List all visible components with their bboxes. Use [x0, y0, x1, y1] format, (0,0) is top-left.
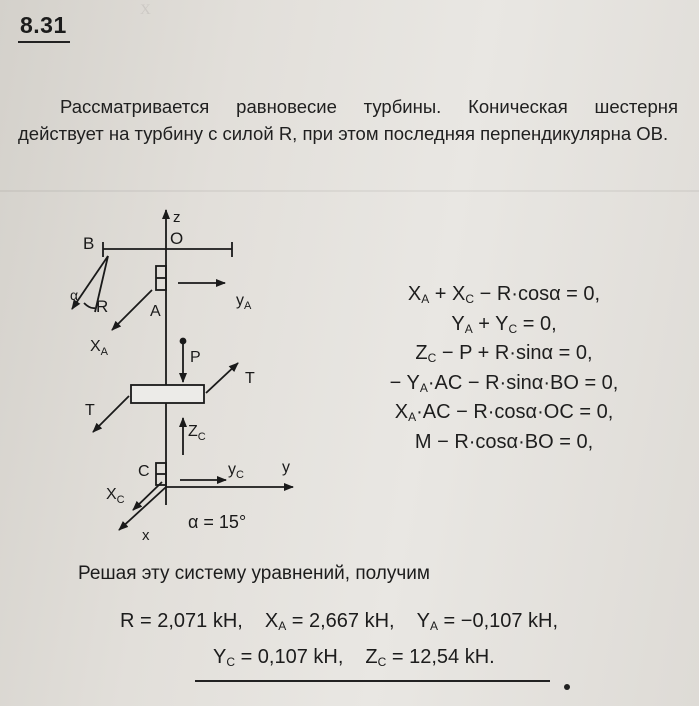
- solution-intro: Решая эту систему уравнений, получим: [78, 563, 430, 584]
- label-r: R: [96, 297, 109, 316]
- alpha-arc: [84, 303, 95, 308]
- equation-5: $X_A\cdot AC - R\cdot\cos\alpha\cdot OC = 0$,: [394, 401, 614, 424]
- equation-2: $Y_A + Y_C = 0$,: [451, 312, 557, 336]
- turbine-disc: [131, 385, 204, 403]
- x-axis: [119, 487, 166, 530]
- label-alpha-value: α = 15°: [188, 512, 247, 532]
- equation-6: M − R·cosα·BO = 0,: [414, 430, 594, 453]
- page-divider: [0, 190, 699, 192]
- label-x: x: [142, 527, 150, 544]
- label-zc: $Z_C$: [188, 423, 206, 443]
- torque-t-right-arrow: [206, 363, 238, 393]
- equation-1: $X_A + X_C - R\cdot\cos\alpha = 0$,: [407, 283, 601, 306]
- result-value: $Y_A = -0,107$ kH,: [416, 610, 559, 633]
- reaction-xa-arrow: [112, 290, 152, 330]
- label-t-left: T: [85, 402, 95, 419]
- end-mark: [564, 684, 570, 690]
- label-ya: $y_A$: [236, 292, 252, 312]
- result-value: $Y_C = 0,107$ kH,: [213, 646, 344, 669]
- results-line-1: [120, 610, 558, 633]
- label-o: O: [170, 229, 184, 248]
- results-line-2: [213, 646, 495, 669]
- result-value: R = 2,071 kH,: [120, 610, 243, 632]
- label-xc: $X_C$: [106, 486, 125, 506]
- label-a: A: [150, 303, 161, 320]
- label-c: C: [138, 463, 150, 480]
- bleed-through-text: Х: [140, 2, 151, 18]
- equilibrium-equations: [354, 280, 654, 457]
- result-value: $Z_C = 12,54$ kH.: [365, 646, 495, 669]
- label-t-right: T: [245, 370, 255, 387]
- equation-3: $Z_C - P + R\cdot\sin\alpha = 0$,: [415, 342, 593, 365]
- problem-statement: Рассматривается равновесие турбины. Коническая шестерня действует на турбину с силой R, при этом последняя перпендикулярна OB.: [18, 96, 678, 144]
- result-value: $X_A = 2,667$ kH,: [264, 610, 395, 633]
- torque-t-left-arrow: [93, 396, 129, 432]
- label-b: B: [83, 234, 95, 253]
- label-z: z: [173, 209, 181, 226]
- label-y: y: [282, 459, 290, 476]
- label-alpha: α: [70, 287, 79, 303]
- label-p: P: [190, 349, 201, 366]
- label-yc: $y_C$: [228, 461, 244, 481]
- results-underline: [195, 680, 550, 682]
- equation-4: − $Y_A\cdot AC - R\cdot\sin\alpha\cdot BO = 0$,: [389, 371, 619, 395]
- label-xa: $X_A$: [90, 338, 109, 358]
- turbine-diagram: [0, 195, 330, 555]
- problem-number: 8.31: [20, 12, 67, 38]
- reaction-xc-arrow: [133, 482, 162, 510]
- problem-number-underline: [18, 41, 70, 43]
